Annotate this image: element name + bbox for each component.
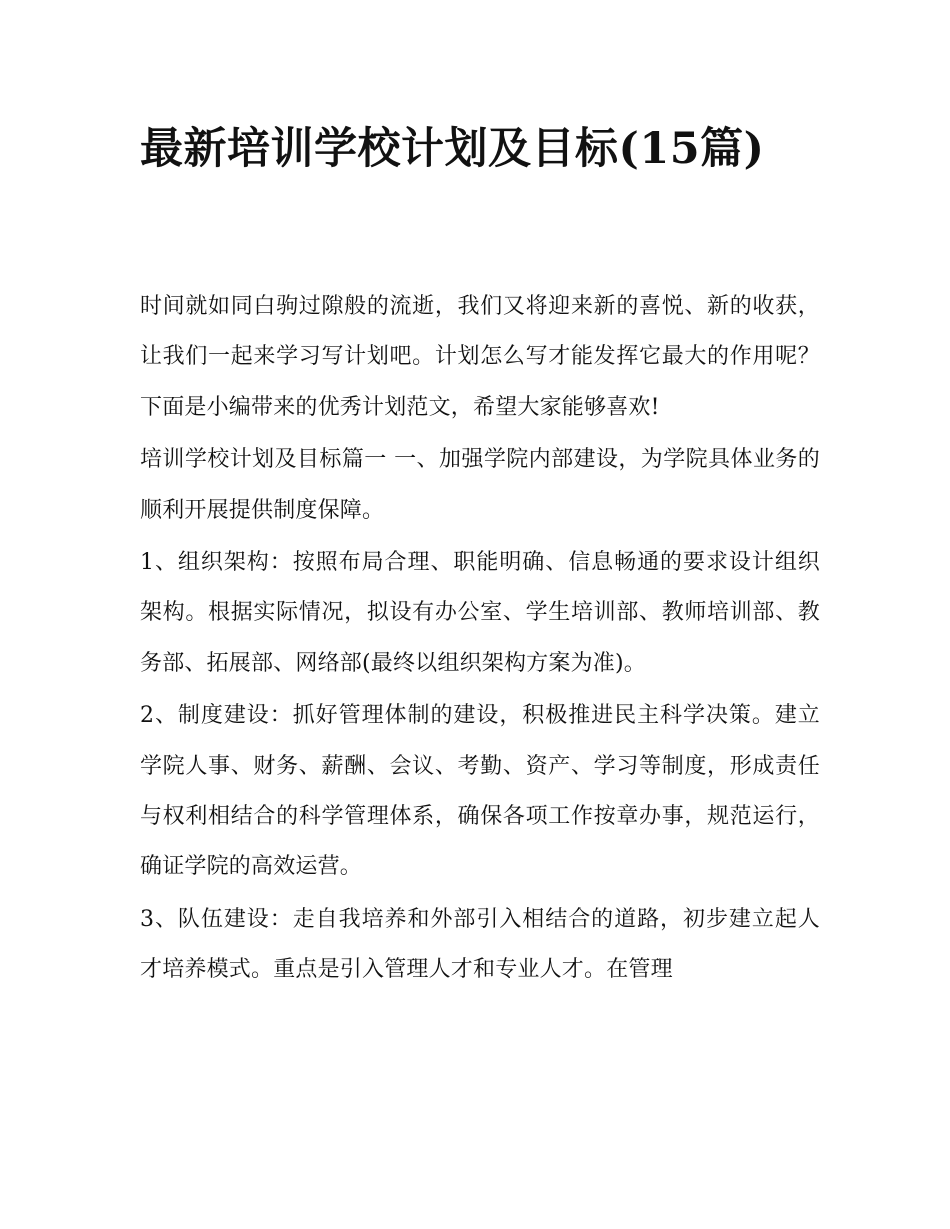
section-heading-paragraph: 培训学校计划及目标篇一 一、加强学院内部建设，为学院具体业务的顺利开展提供制度保障。 (140, 447, 820, 523)
document-body (140, 282, 820, 998)
document-title: 最新培训学校计划及目标(15篇) (140, 124, 765, 174)
intro-paragraph: 时间就如同白驹过隙般的流逝，我们又将迎来新的喜悦、新的收获，让我们一起来学习写计划吧。计划怎么写才能发挥它最大的作用呢？下面是小编带来的优秀计划范文，希望大家能够喜欢! (140, 294, 820, 420)
item-1-paragraph: 1、组织架构：按照布局合理、职能明确、信息畅通的要求设计组织架构。根据实际情况，拟设有办公室、学生培训部、教师培训部、教务部、拓展部、网络部(最终以组织架构方案为准)。 (140, 550, 820, 676)
item-2-paragraph: 2、制度建设：抓好管理体制的建设，积极推进民主科学决策。建立学院人事、财务、薪酬、会议、考勤、资产、学习等制度，形成责任与权利相结合的科学管理体系，确保各项工作按章办事，规范运行，确证学院的高效运营。 (140, 703, 820, 880)
item-3-paragraph: 3、队伍建设：走自我培养和外部引入相结合的道路，初步建立起人才培养模式。重点是引入管理人才和专业人才。在管理 (140, 906, 820, 983)
